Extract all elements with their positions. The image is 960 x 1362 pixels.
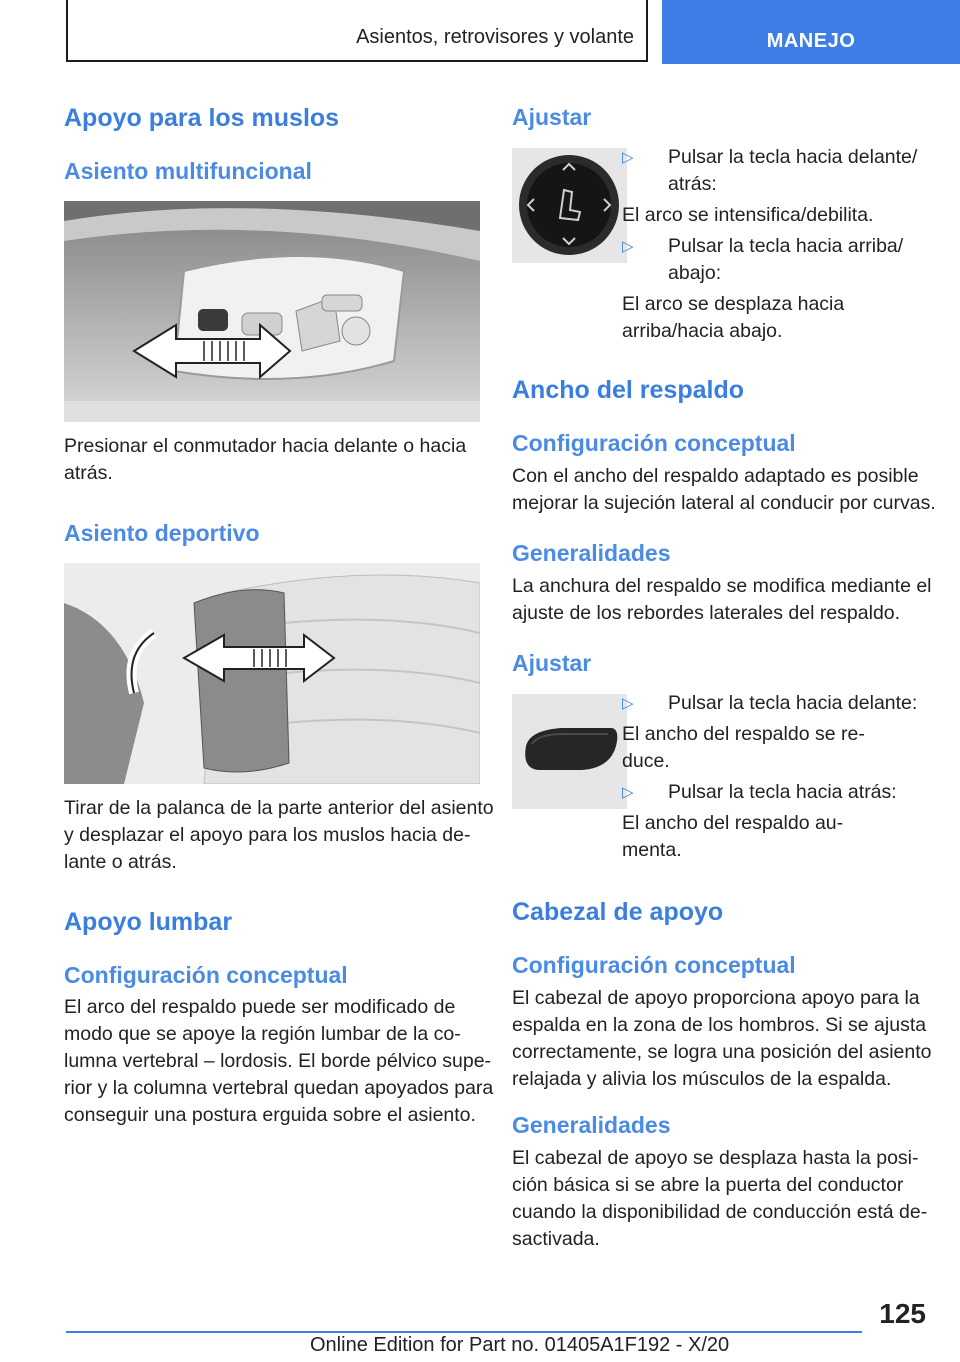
heading-sport-seat: Asiento deportivo <box>64 520 260 546</box>
heading-thigh-support: Apoyo para los muslos <box>64 104 340 132</box>
heading-lumbar-support: Apoyo lumbar <box>64 908 233 936</box>
triangle-bullet-icon: ▷ <box>622 695 634 712</box>
chapter-label: MANEJO <box>766 30 856 52</box>
heading-headrest-general: Generalidades <box>512 1112 671 1138</box>
heading-width-general: Generalidades <box>512 540 671 566</box>
heading-headrest: Cabezal de apoyo <box>512 898 724 926</box>
heading-backrest-width: Ancho del respaldo <box>512 376 744 404</box>
triangle-bullet-icon: ▷ <box>622 238 634 255</box>
headrest-concept-text: El cabezal de apoyo proporciona apoyo para la espalda en la zona de los hombros. Si se ajusta correctamente, se logra una posición del asiento relajada y alivia los músculos de la espalda. <box>512 987 932 1090</box>
list-item-result: El arco se intensifica/debilita. <box>622 204 874 226</box>
heading-headrest-concept: Configuración conceptual <box>512 952 796 978</box>
list-item-result: El ancho del respaldo se re- duce. <box>622 723 865 772</box>
list-item: ▷ Pulsar la tecla hacia delante/ atrás: <box>622 146 918 195</box>
multifunction-seat-illustration <box>64 201 480 422</box>
multifunction-seat-text: Presionar el conmutador hacia delante o hacia atrás. <box>64 435 467 484</box>
sport-seat-illustration <box>64 563 480 784</box>
heading-adjust-lumbar: Ajustar <box>512 104 592 130</box>
triangle-bullet-icon: ▷ <box>622 784 634 801</box>
footer-edition: Online Edition for Part no. 01405A1F192 - X/20 <box>310 1334 730 1356</box>
heading-adjust-width: Ajustar <box>512 650 592 676</box>
heading-width-concept: Configuración conceptual <box>512 430 796 456</box>
heading-lumbar-concept: Configuración conceptual <box>64 962 348 988</box>
width-adjust-list <box>622 690 932 864</box>
footer-rule <box>66 1331 862 1333</box>
running-header-section <box>66 0 648 62</box>
triangle-bullet-icon: ▷ <box>622 149 634 166</box>
list-item: ▷ Pulsar la tecla hacia atrás: <box>622 779 932 806</box>
multifunction-seat-image <box>64 201 480 422</box>
header-section-title: Asientos, retrovisores y volante <box>356 26 634 48</box>
heading-multifunction-seat: Asiento multifuncional <box>64 158 312 184</box>
sport-seat-text: Tirar de la palanca de la parte anterior del asiento y desplazar el apoyo para los muslos hacia de- lante o atrás. <box>64 797 494 873</box>
list-item: ▷ Pulsar la tecla hacia delante: <box>622 690 932 717</box>
list-item: ▷ Pulsar la tecla hacia arriba/ abajo: <box>622 235 904 284</box>
headrest-general-text: El cabezal de apoyo se desplaza hasta la posi- ción básica si se abre la puerta del conductor cuando la disponibilidad de conducción está de- sactivada. <box>512 1147 928 1250</box>
list-item-result: El arco se desplaza hacia arriba/hacia abajo. <box>622 293 845 342</box>
width-general-text: La anchura del respaldo se modifica mediante el ajuste de los rebordes laterales del respaldo. <box>512 575 932 624</box>
chapter-tab <box>662 0 960 64</box>
page-number: 125 <box>879 1298 926 1329</box>
sport-seat-image <box>64 563 480 784</box>
lumbar-adjust-list <box>622 144 932 345</box>
list-item-result: El ancho del respaldo au- menta. <box>622 812 844 861</box>
lumbar-concept-text: El arco del respaldo puede ser modificado de modo que se apoye la región lumbar de la co- lumna vertebral – lordosis. El borde pélvico supe- rior y la columna vertebral quedan apoyados para conseguir una postura erguida sobre el asiento. <box>64 996 494 1126</box>
width-concept-text: Con el ancho del respaldo adaptado es posible mejorar la sujeción lateral al conducir por curvas. <box>512 465 936 514</box>
